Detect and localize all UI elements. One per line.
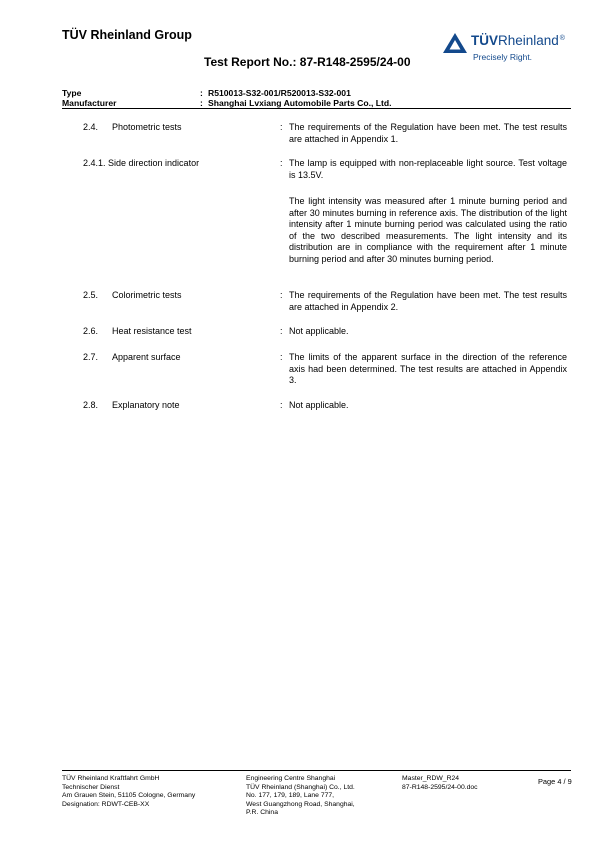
footer-line: TÜV Rheinland (Shanghai) Co., Ltd. — [246, 783, 355, 791]
section-number: 2.7. — [83, 352, 99, 362]
section-number: 2.5. — [83, 290, 99, 300]
section-title: Colorimetric tests — [112, 290, 182, 300]
footer-line: No. 177, 179, 189, Lane 777, — [246, 792, 335, 800]
section-text: The requirements of the Regulation have been met. The test results are attached in Appendix 1. — [289, 122, 567, 144]
section-number: 2.8. — [83, 400, 99, 410]
footer-line: P.R. China — [246, 809, 278, 817]
section-text: Not applicable. — [289, 326, 349, 336]
manufacturer-label: Manufacturer — [62, 98, 117, 108]
footer-document-info — [402, 775, 478, 792]
manufacturer-colon: : — [200, 98, 203, 108]
footer-line: Am Grauen Stein, 51105 Cologne, Germany — [62, 792, 196, 800]
section-colon: : — [280, 400, 283, 410]
footer-line: West Guangzhong Road, Shanghai, — [246, 800, 355, 808]
type-colon: : — [200, 88, 203, 98]
footer-line: 87-R148-2595/24-00.doc — [402, 783, 478, 791]
section-colon: : — [280, 352, 283, 362]
logo-wordmark: TÜVRheinland® — [471, 33, 565, 48]
logo-slogan: Precisely Right. — [473, 52, 533, 62]
section-text: The requirements of the Regulation have been met. The test results are attached in Appendix 2. — [289, 290, 567, 312]
section-title: Photometric tests — [112, 122, 182, 132]
triangle-logo-icon — [442, 32, 468, 54]
footer-line: Engineering Centre Shanghai — [246, 775, 336, 782]
section-text: The lamp is equipped with non-replaceable light source. Test voltage is 13.5V. — [289, 158, 567, 180]
footer-address-shanghai — [246, 775, 355, 818]
section-colon: : — [280, 158, 283, 168]
section-title: Apparent surface — [112, 352, 181, 362]
manufacturer-value: Shanghai Lvxiang Automobile Parts Co., Ltd. — [208, 98, 392, 108]
footer-line: Master_RDW_R24 — [402, 775, 460, 782]
type-label: Type — [62, 88, 82, 98]
footer-address-cologne — [62, 775, 195, 809]
section-title: Heat resistance test — [112, 326, 192, 336]
section-number: 2.6. — [83, 326, 99, 336]
section-colon: : — [280, 326, 283, 336]
tuv-logo — [442, 32, 582, 68]
type-value: R510013-S32-001/R520013-S32-001 — [208, 88, 351, 98]
section-number: 2.4. — [83, 122, 99, 132]
section-text: The light intensity was measured after 1 minute burning period and after 30 minutes burning in reference axis. The distribution of the light intensity after 1 minute burning period was calculated using the ratio of the two described measurements. The light intensity and its distribution are in compliance with the requirement after 1 minute burning period and after 30 minutes burning period. — [289, 196, 567, 264]
section-title: 2.4.1. Side direction indicator — [83, 158, 200, 168]
section-colon: : — [280, 290, 283, 300]
page-number: Page 4 / 9 — [538, 777, 572, 786]
report-number: Test Report No.: 87-R148-2595/24-00 — [204, 55, 411, 69]
company-name: TÜV Rheinland Group — [62, 28, 192, 42]
section-text: Not applicable. — [289, 400, 349, 410]
footer-divider — [62, 770, 571, 771]
footer-line: Technischer Dienst — [62, 783, 120, 791]
section-text: The limits of the apparent surface in the direction of the reference axis had been determined. The test results are attached in Appendix 3. — [289, 352, 567, 385]
header-divider — [62, 108, 571, 109]
footer-line: Designation: RDWT-CEB-XX — [62, 800, 150, 808]
section-title: Explanatory note — [112, 400, 180, 410]
section-colon: : — [280, 122, 283, 132]
footer-line: TÜV Rheinland Kraftfahrt GmbH — [62, 775, 160, 782]
